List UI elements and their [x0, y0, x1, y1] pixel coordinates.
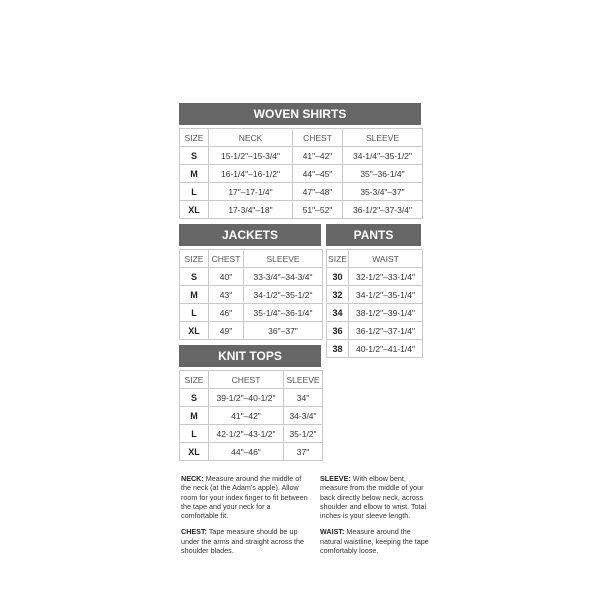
- table-cell: 35-3/4"–37": [343, 183, 423, 201]
- size-cell: L: [180, 304, 209, 322]
- size-cell: S: [180, 268, 209, 286]
- knit-tops-chart: [179, 345, 322, 461]
- size-cell: 34: [327, 304, 349, 322]
- size-cell: 36: [327, 322, 349, 340]
- jackets-chart: [179, 224, 322, 340]
- column-header: SIZE: [327, 250, 349, 268]
- table-row: [180, 443, 323, 461]
- size-cell: S: [180, 147, 209, 165]
- pants-title: PANTS: [326, 224, 422, 246]
- table-cell: 42-1/2"–43-1/2": [209, 425, 284, 443]
- measurement-notes-right: [320, 474, 432, 562]
- table-cell: 36-1/2"–37-1/4": [349, 322, 423, 340]
- table-row: [180, 165, 423, 183]
- table-row: [180, 201, 423, 219]
- table-cell: 41"–42": [293, 147, 343, 165]
- table-cell: 39-1/2"–40-1/2": [209, 389, 284, 407]
- table-header-row: [180, 371, 323, 389]
- size-cell: 30: [327, 268, 349, 286]
- jackets-title: JACKETS: [179, 224, 322, 246]
- jackets-table: [179, 249, 323, 340]
- woven-shirts-table: [179, 128, 423, 219]
- neck-note-text: Measure around the middle of the neck (at the Adam's apple). Allow room for your index finger to fit between the tape and your neck for a comfortable fit.: [181, 474, 308, 521]
- table-row: [327, 340, 423, 358]
- table-cell: 51"–52": [293, 201, 343, 219]
- waist-note-text: Measure around the natural waistline, keeping the tape comfortably loose.: [320, 527, 429, 556]
- neck-note-label: NECK:: [181, 474, 204, 483]
- size-cell: XL: [180, 201, 209, 219]
- table-cell: 16-1/4"–16-1/2": [209, 165, 293, 183]
- table-cell: 44"–46": [209, 443, 284, 461]
- column-header: SLEEVE: [343, 129, 423, 147]
- size-cell: 38: [327, 340, 349, 358]
- measurement-notes-left: [181, 474, 309, 562]
- table-row: [327, 268, 423, 286]
- table-cell: 36-1/2"–37-3/4": [343, 201, 423, 219]
- chest-note: [181, 527, 309, 555]
- table-cell: 40-1/2"–41-1/4": [349, 340, 423, 358]
- table-cell: 38-1/2"–39-1/4": [349, 304, 423, 322]
- column-header: CHEST: [209, 371, 284, 389]
- table-row: [180, 183, 423, 201]
- waist-note: [320, 527, 432, 555]
- pants-table: [326, 249, 423, 358]
- table-cell: 35-1/2": [284, 425, 323, 443]
- woven-shirts-title: WOVEN SHIRTS: [179, 103, 422, 125]
- column-header: NECK: [209, 129, 293, 147]
- table-cell: 17"–17-1/4": [209, 183, 293, 201]
- size-cell: S: [180, 389, 209, 407]
- size-cell: XL: [180, 443, 209, 461]
- size-cell: XL: [180, 322, 209, 340]
- table-cell: 17-3/4"–18": [209, 201, 293, 219]
- table-row: [327, 304, 423, 322]
- size-cell: L: [180, 183, 209, 201]
- table-cell: 34-1/4"–35-1/2": [343, 147, 423, 165]
- column-header: SLEEVE: [244, 250, 323, 268]
- table-cell: 37": [284, 443, 323, 461]
- table-cell: 35-1/4"–36-1/4": [244, 304, 323, 322]
- column-header: WAIST: [349, 250, 423, 268]
- table-cell: 43": [209, 286, 244, 304]
- table-cell: 32-1/2"–33-1/4": [349, 268, 423, 286]
- knit-tops-title: KNIT TOPS: [179, 345, 322, 367]
- chest-note-text: Tape measure should be up under the arms and straight across the shoulder blades.: [181, 527, 305, 556]
- table-cell: 15-1/2"–15-3/4": [209, 147, 293, 165]
- column-header: SLEEVE: [284, 371, 323, 389]
- neck-note: [181, 474, 309, 520]
- table-cell: 41"–42": [209, 407, 284, 425]
- table-cell: 44"–45": [293, 165, 343, 183]
- table-cell: 34-3/4": [284, 407, 323, 425]
- table-row: [180, 304, 323, 322]
- sleeve-note: [320, 474, 432, 520]
- table-cell: 46": [209, 304, 244, 322]
- table-row: [327, 322, 423, 340]
- table-cell: 47"–48": [293, 183, 343, 201]
- size-cell: M: [180, 286, 209, 304]
- knit-tops-table: [179, 370, 323, 461]
- table-cell: 40": [209, 268, 244, 286]
- waist-note-label: WAIST:: [320, 527, 345, 537]
- table-header-row: [180, 129, 423, 147]
- size-cell: M: [180, 165, 209, 183]
- pants-chart: [326, 224, 422, 358]
- table-cell: 49": [209, 322, 244, 340]
- table-cell: 34-1/2"–35-1/2": [244, 286, 323, 304]
- table-cell: 33-3/4"–34-3/4": [244, 268, 323, 286]
- chest-note-label: CHEST:: [181, 527, 207, 537]
- table-row: [180, 147, 423, 165]
- table-row: [180, 322, 323, 340]
- column-header: SIZE: [180, 371, 209, 389]
- column-header: SIZE: [180, 250, 209, 268]
- table-row: [180, 286, 323, 304]
- table-row: [180, 425, 323, 443]
- table-cell: 36"–37": [244, 322, 323, 340]
- size-cell: L: [180, 425, 209, 443]
- sleeve-note-label: SLEEVE:: [320, 474, 351, 483]
- sleeve-note-text: With elbow bent, measure from the middle of your back directly below neck, across shoulder and elbow to wrist. Total inches is your sleeve length.: [320, 474, 427, 521]
- table-cell: 34-1/2"–35-1/4": [349, 286, 423, 304]
- size-cell: M: [180, 407, 209, 425]
- table-row: [180, 268, 323, 286]
- table-row: [327, 286, 423, 304]
- table-row: [180, 407, 323, 425]
- column-header: SIZE: [180, 129, 209, 147]
- table-header-row: [180, 250, 323, 268]
- size-cell: 32: [327, 286, 349, 304]
- table-row: [180, 389, 323, 407]
- woven-shirts-chart: [179, 103, 422, 219]
- table-cell: 35"–36-1/4": [343, 165, 423, 183]
- table-cell: 34": [284, 389, 323, 407]
- column-header: CHEST: [293, 129, 343, 147]
- column-header: CHEST: [209, 250, 244, 268]
- table-header-row: [327, 250, 423, 268]
